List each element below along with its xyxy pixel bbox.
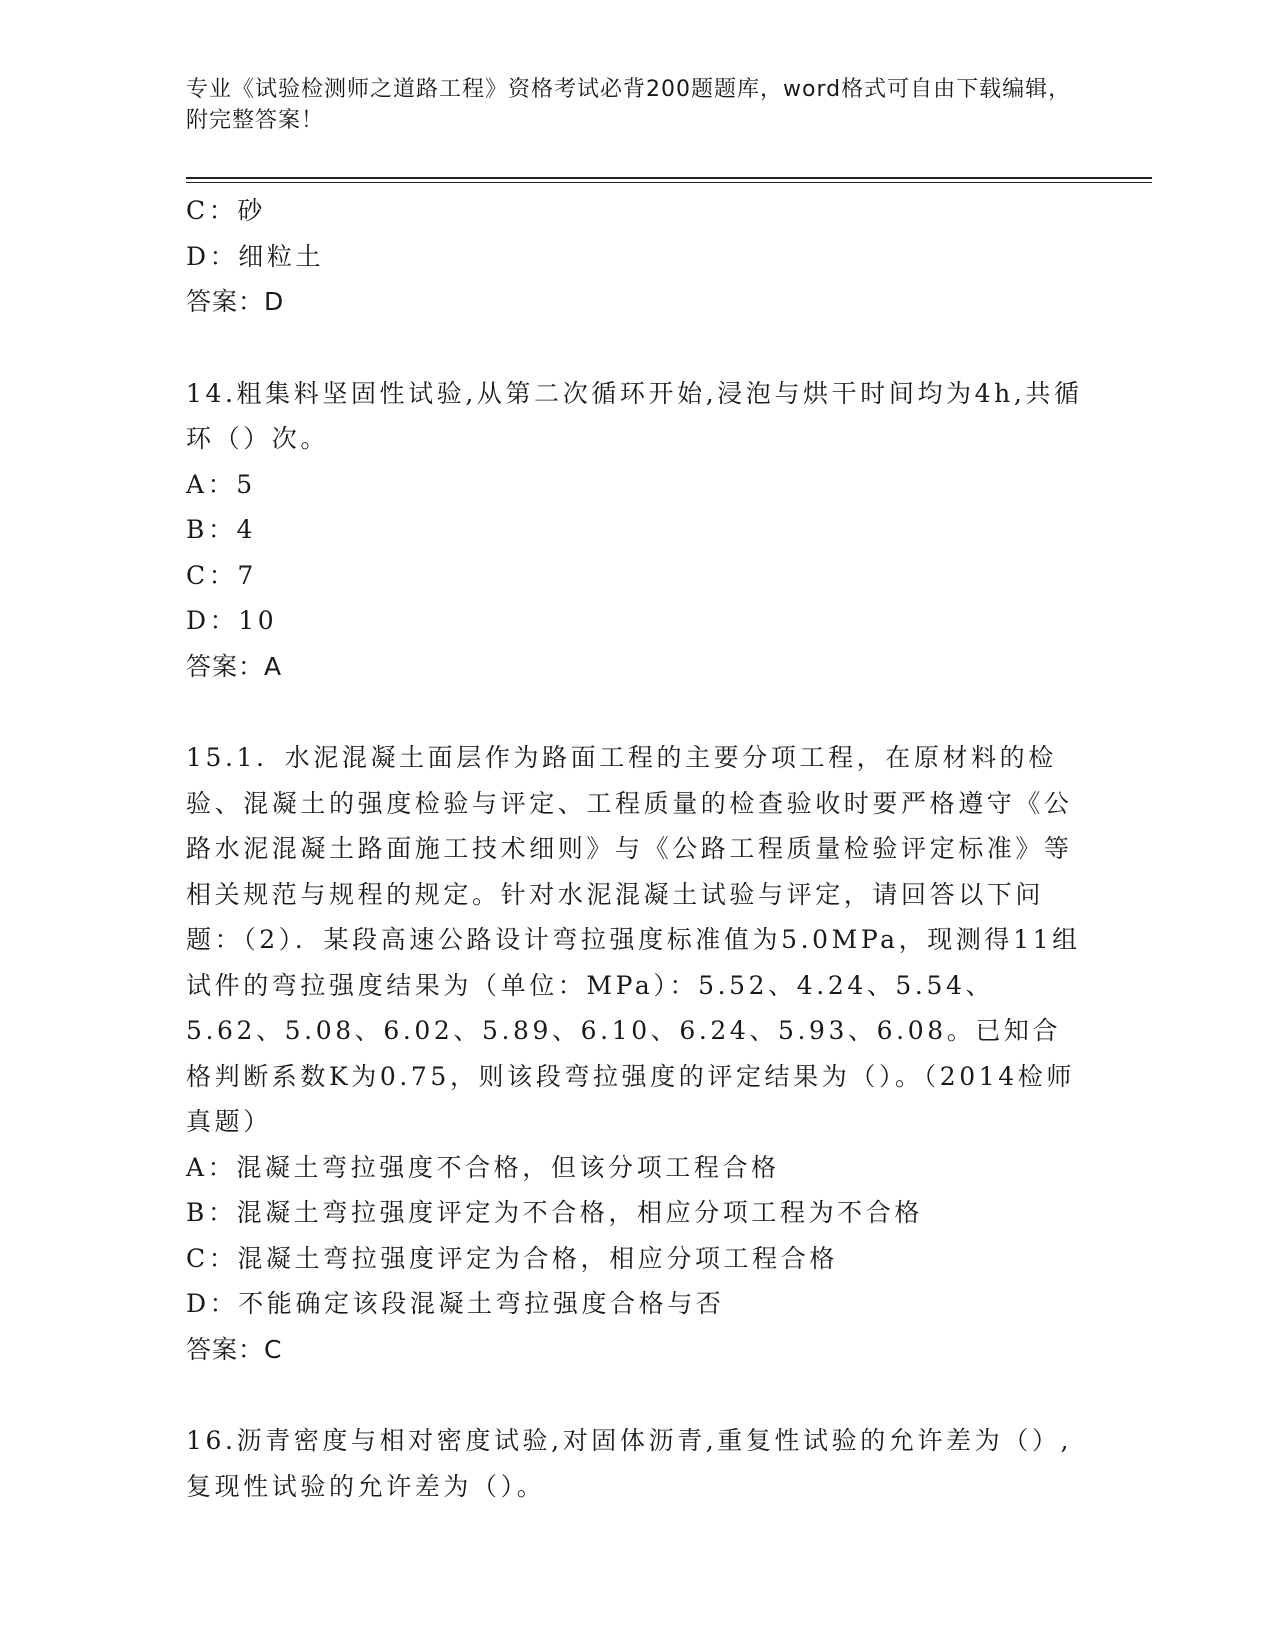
option-a: A：5 [186, 469, 256, 499]
header-divider-thick [186, 177, 1152, 179]
answer: 答案：D [186, 287, 285, 316]
option-d: D：细粒土 [186, 241, 325, 271]
option-c: C：混凝土弯拉强度评定为合格，相应分项工程合格 [186, 1243, 838, 1273]
option-b: B：混凝土弯拉强度评定为不合格，相应分项工程为不合格 [186, 1198, 923, 1227]
question-stem: 14.粗集料坚固性试验,从第二次循环开始,浸泡与烘干时间均为4h,共循环（）次。 [186, 378, 1083, 453]
option-c: C：7 [186, 560, 257, 590]
answer: 答案：C [186, 1334, 283, 1364]
question-stem: 15.1．水泥混凝土面层作为路面工程的主要分项工程，在原材料的检验、混凝土的强度检验与评定、工程质量的检查验收时要严格遵守《公路水泥混凝土路面施工技术细则》与《公路工程质量检验评定标准》等相关规范与规程的规定。针对水泥混凝土试验与评定，请回答以下问题：（2）．某段高速公路设计弯拉强度标准值为5.0MPa，现测得11组试件的弯拉强度结果为（单位：MPa）：5.52、4.24、5.54、5.62、5.08、6.02、5.89、6.10、6.24、5.93、6.08。已知合格判断系数K为0.75，则该段弯拉强度的评定结果为（）。（2014检师真题） [186, 743, 1081, 1136]
question-16 [186, 1418, 1086, 1509]
header-title: 专业《试验检测师之道路工程》资格考试必背200题题库，word格式可自由下载编辑，附完整答案！ [186, 77, 1072, 133]
spacer [186, 689, 1086, 735]
spacer [186, 1372, 1086, 1418]
question-14 [186, 371, 1086, 690]
answer: 答案：A [186, 651, 283, 681]
question-15 [186, 735, 1086, 1372]
document-body [186, 188, 1086, 1509]
header-divider-thin [186, 182, 1152, 183]
spacer [186, 325, 1086, 371]
document-header [186, 74, 1086, 136]
option-c: C：砂 [186, 196, 266, 225]
option-d: D：10 [186, 606, 278, 635]
option-d: D：不能确定该段混凝土弯拉强度合格与否 [186, 1289, 725, 1318]
option-a: A：混凝土弯拉强度不合格，但该分项工程合格 [186, 1152, 780, 1182]
option-b: B：4 [186, 515, 257, 544]
question-stem: 16.沥青密度与相对密度试验,对固体沥青,重复性试验的允许差为（）,复现性试验的允许差为（）。 [186, 1426, 1073, 1501]
question-13-tail [186, 188, 1086, 325]
